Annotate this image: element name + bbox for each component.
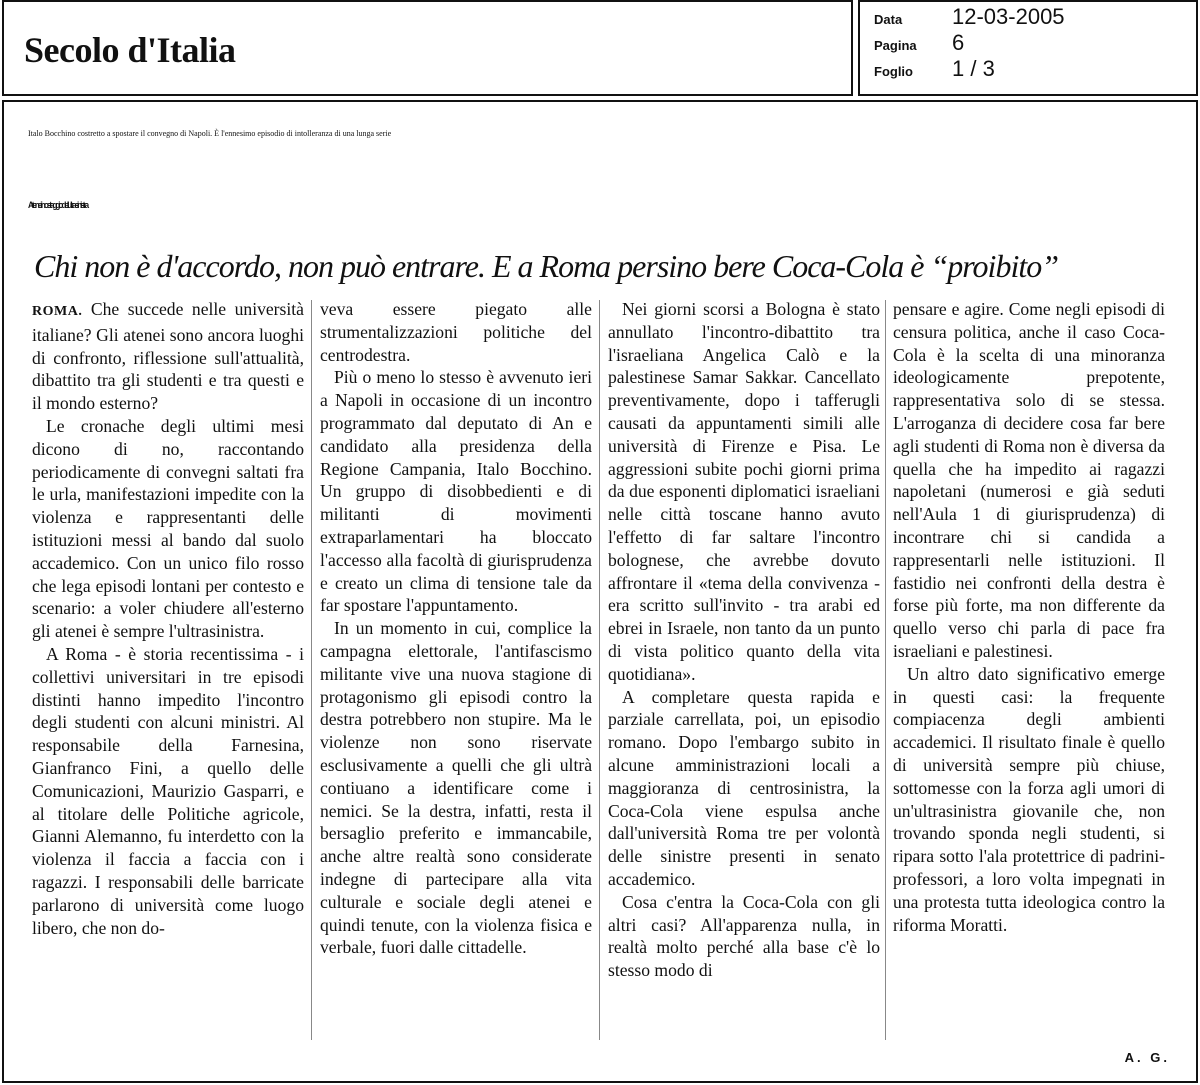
article-paragraph: Più o meno lo stesso è avvenuto ieri a Napoli in occasione di un incontro programmato dal deputato di An e candidato alla presidenza della Regione Campania, Italo Bocchino. Un gruppo di disobbedienti e di militanti di movimenti extraparlamentari ha bloccato l'accesso alla facoltà di giurisprudenza e creato un clima di tensione tale da far spostare l'appuntamento. — [320, 367, 592, 616]
meta-date-row — [874, 4, 1065, 30]
metadata-box — [858, 0, 1198, 96]
meta-sheet-row — [874, 56, 995, 82]
masthead-box — [2, 0, 853, 96]
article-paragraph: Un altro dato significativo emerge in questi casi: la frequente compiacenza degli ambienti accademici. Il risultato finale è quello di università sempre più chiuse, sottomesse con la forza agli umori di un'ultrasinistra giovanile che, non trovando sponda negli studenti, si ripara sotto l'ala protettrice di padrini-professori, a loro volta impegnati in una protesta tutta ideologica contro la riforma Moratti. — [893, 663, 1165, 935]
meta-page-value: 6 — [952, 30, 965, 55]
article-column-2 — [320, 298, 592, 959]
article-paragraph: In un momento in cui, complice la campagna elettorale, l'antifascismo militante vive una nuova stagione di protagonismo gli episodi contro la destra potrebbero non stupire. Ma le violenze non sono riservate esclusivamente a quelli che gli ultrà contiuano a identificare come i nemici. Se la destra, infatti, resta il bersaglio preferito e immancabile, anche altre realtà sono considerate indegne di partecipare alla vita culturale e sociale degli atenei e quindi tenute, con la violenza fisica e verbale, fuori dalle cittadelle. — [320, 618, 592, 958]
column-divider — [311, 300, 312, 1040]
article-paragraph — [32, 298, 304, 415]
article-paragraph: veva essere piegato alle strumentalizzazioni politiche del centrodestra. — [320, 299, 592, 365]
publication-name: Secolo d'Italia — [24, 30, 236, 70]
meta-date-label: Data — [874, 12, 903, 27]
headline: Atenei in ostaggio dell'ultrasinistra — [28, 199, 88, 211]
article-column-3 — [608, 298, 880, 982]
dateline: ROMA. — [32, 304, 83, 319]
subheadline: Chi non è d'accordo, non può entrare. E a Roma persino bere Coca-Cola è “proibito” — [34, 248, 1059, 284]
column-divider — [885, 300, 886, 1040]
article-column-1 — [32, 298, 304, 939]
article-paragraph: A Roma - è storia recentissima - i collettivi universitari in tre episodi distinti hanno impedito l'incontro degli studenti con alcuni ministri. Al responsabile della Farnesina, Gianfranco Fini, a quello delle Comunicazioni, Maurizio Gasparri, e al titolare delle Politiche agricole, Gianni Alemanno, fu interdetto con la violenza il faccia a faccia con i ragazzi. I responsabili delle barricate parlarono di università come luogo libero, che non do- — [32, 643, 304, 938]
kicker: Italo Bocchino costretto a spostare il convegno di Napoli. È l'ennesimo episodio di intolleranza di una lunga serie — [28, 129, 392, 138]
meta-sheet-value: 1 / 3 — [952, 56, 995, 81]
article-paragraph: A completare questa rapida e parziale carrellata, poi, un episodio romano. Dopo l'embargo subito in alcune amministrazioni locali a maggioranza di centrosinistra, la Coca-Cola viene espulsa anche dall'università Roma tre per volontà delle sinistre presenti in senato accademico. — [608, 686, 880, 889]
meta-page-row — [874, 30, 964, 56]
author-initials: A. G. — [1124, 1050, 1170, 1065]
article-box — [2, 100, 1198, 1083]
article-paragraph: pensare e agire. Come negli episodi di censura politica, anche il caso Coca-Cola è la scelta di una minoranza ideologicamente prepotente, rappresentativa solo di se stessa. L'arroganza di decidere cosa far bere agli studenti di Roma non è diversa da quella che ha impedito ai ragazzi napoletani (numerosi e già seduti nell'Aula 1 di giurisprudenza) di incontrare chi si candida a rappresentarli nelle istituzioni. Il fastidio nei confronti della destra è forse più forte, ma non differente da quello verso chi parla di pace fra israeliani e palestinesi. — [893, 299, 1165, 661]
meta-sheet-label: Foglio — [874, 64, 913, 79]
column-divider — [599, 300, 600, 1040]
article-paragraph: Nei giorni scorsi a Bologna è stato annullato l'incontro-dibattito tra l'israeliana Angelica Calò e la palestinese Samar Sakkar. Cancellato preventivamente, dopo i tafferugli causati da appuntamenti simili alle università di Firenze e Pisa. Le aggressioni subite pochi giorni prima da due esponenti diplomatici israeliani nelle città toscane hanno avuto l'effetto di far saltare l'incontro bolognese, che avrebbe dovuto affrontare il «tema della convivenza - era scritto sull'invito - tra arabi ed ebrei in Israele, non tanto da un punto di vista politico quanto della vita quotidiana». — [608, 299, 880, 684]
paragraph-text: Che succede nelle università italiane? Gli atenei sono ancora luoghi di confronto, riflessione sull'attualità, dibattito tra gli studenti e tra questi e il mondo esterno? — [32, 299, 304, 414]
meta-page-label: Pagina — [874, 38, 917, 53]
article-paragraph: Le cronache degli ultimi mesi dicono di no, raccontando periodicamente di convegni saltati fra le urla, manifestazioni impedite con la violenza e rappresentanti delle istituzioni messi al bando dal suolo accademico. Con un unico filo rosso che lega episodi lontani per contesto e scenario: a voler chiudere all'esterno gli atenei è sempre l'ultrasinistra. — [32, 415, 304, 642]
article-paragraph: Cosa c'entra la Coca-Cola con gli altri casi? All'apparenza nulla, in realtà molto perché alla base c'è lo stesso modo di — [608, 891, 880, 981]
article-column-4 — [893, 298, 1165, 936]
meta-date-value: 12-03-2005 — [952, 4, 1065, 29]
